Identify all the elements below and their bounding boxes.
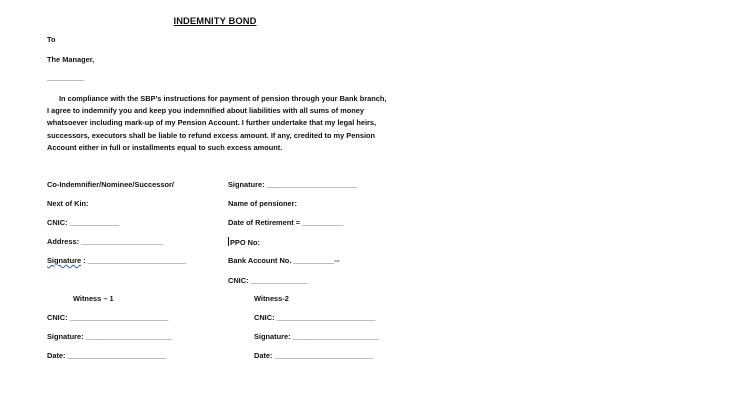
left-signature-field (47, 256, 186, 265)
next-of-kin-label: Next of Kin: (47, 199, 89, 208)
left-cnic-field: CNIC: ____________ (47, 218, 119, 227)
witness-2-signature-field: Signature: _____________________ (254, 332, 379, 341)
document-title: INDEMNITY BOND (173, 15, 257, 26)
witness-1-date-field: Date: ________________________ (47, 351, 167, 360)
witness-1-heading: Witness – 1 (73, 294, 114, 303)
date-of-retirement-field: Date of Retirement = __________ (228, 218, 344, 227)
text-cursor (228, 237, 229, 246)
name-of-pensioner-label: Name of pensioner: (228, 199, 297, 208)
witness-1-signature-field: Signature: _____________________ (47, 332, 172, 341)
witness-2-date-field: Date: ________________________ (254, 351, 374, 360)
signature-blank: : ________________________ (81, 256, 187, 265)
to-label: To (47, 35, 56, 44)
ppo-no-field (228, 237, 260, 247)
right-signature-field: Signature: ______________________ (228, 180, 358, 189)
body-line: I agree to indemnify you and keep you indemnified about liabilities with all sums of money (47, 106, 365, 116)
witness-1-cnic-field: CNIC: ________________________ (47, 313, 169, 322)
body-line: Account either in full or installments equal to such excess amount. (47, 142, 283, 152)
witness-2-cnic-field: CNIC: ________________________ (254, 313, 376, 322)
right-cnic-field: CNIC: ______________ (228, 276, 309, 285)
addressee-blank: _________ (47, 73, 84, 82)
witness-2-heading: Witness-2 (254, 294, 289, 303)
body-line: whatsoever including mark-up of my Pension Account. I further undertake that my legal heirs, (47, 118, 377, 128)
bank-account-field: Bank Account No. __________-- (228, 256, 340, 265)
co-indemnifier-label: Co-Indemnifier/Nominee/Successor/ (47, 180, 174, 189)
body-paragraph (47, 93, 387, 154)
body-line: successors, executors shall be liable to refund excess amount. If any, credited to my Pension (47, 130, 376, 140)
body-line: In compliance with the SBP’s instructions for payment of pension through your Bank branch, (59, 94, 387, 103)
addressee-label: The Manager, (47, 55, 95, 64)
ppo-no-label: PPO No: (230, 238, 260, 247)
signature-word: Signature (47, 256, 82, 265)
address-field: Address: ____________________ (47, 237, 164, 246)
